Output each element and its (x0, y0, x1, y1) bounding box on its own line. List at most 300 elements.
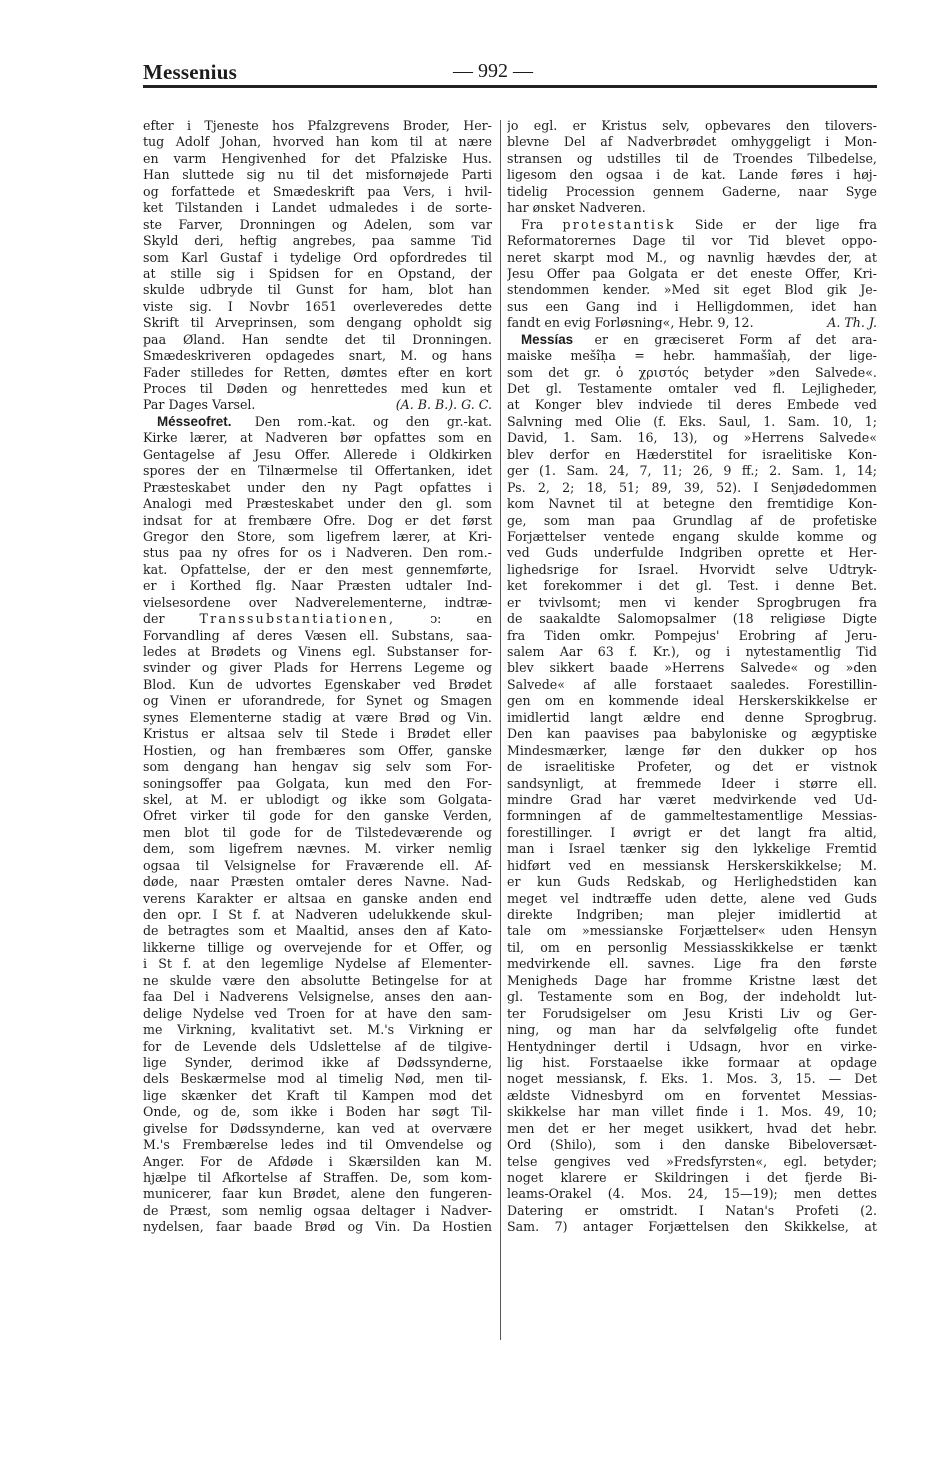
word: den (797, 956, 821, 972)
word: Gregor (143, 528, 189, 544)
word: (1. (539, 463, 556, 479)
word: er (201, 726, 215, 742)
word: af (299, 1170, 312, 1185)
word: Sam. (507, 1219, 540, 1235)
word: og (331, 791, 348, 807)
word: plejer (717, 907, 755, 922)
word: Lige (713, 956, 742, 972)
text-line (507, 1186, 877, 1202)
word: ganske (446, 742, 492, 758)
word: Saul, (718, 413, 751, 429)
word: Olie (614, 413, 641, 429)
word: fjerde (804, 1170, 843, 1185)
word: efter (143, 118, 174, 133)
word: til- (474, 1071, 492, 1087)
text-line (507, 184, 877, 200)
word: Legeme (413, 660, 465, 676)
word: at (507, 397, 520, 413)
word: saakaldte (539, 611, 601, 627)
word: χριστός (638, 364, 689, 380)
word: ved (808, 890, 831, 906)
word: I (227, 298, 233, 314)
word: Messiasskikkelse (683, 939, 794, 955)
word: imidlertid (507, 709, 570, 725)
word: at (479, 972, 492, 988)
word: blot (184, 824, 209, 840)
word: »Fredsfyrsten«, (666, 1153, 768, 1169)
word: Bog, (699, 989, 729, 1005)
word: Senjødedommen (770, 479, 877, 495)
word: Messias- (821, 808, 877, 824)
word: fra (760, 956, 779, 972)
word: den (143, 907, 167, 922)
word: 15. (795, 1071, 816, 1087)
word: Omvendelse (385, 1137, 464, 1153)
word: Plads (273, 660, 309, 676)
word: medvirkende (507, 956, 591, 972)
word: naar (189, 874, 219, 890)
word: M. (364, 841, 382, 857)
word: tale (507, 923, 532, 939)
word: selv (277, 726, 303, 742)
text-line (507, 825, 877, 841)
word: gode (249, 824, 281, 840)
word: ved (413, 676, 436, 692)
word: Nad- (461, 874, 492, 890)
word: det (354, 150, 376, 166)
word: for (336, 693, 355, 709)
word: egl. (352, 644, 376, 659)
word: græciseret (654, 331, 724, 347)
text-line (507, 1219, 877, 1235)
word: søgt (431, 1104, 460, 1120)
word: høj- (853, 167, 877, 183)
text-line (143, 1071, 492, 1087)
word: indviede (638, 397, 693, 413)
word: usikkert, (696, 1120, 754, 1136)
word: ny (342, 479, 358, 495)
word: den (427, 1005, 452, 1021)
word: Blod. (143, 676, 176, 692)
word: hvil- (464, 183, 492, 199)
word: Ofret (143, 808, 177, 824)
word: faar (215, 1219, 242, 1235)
word: Vin. (375, 1219, 401, 1235)
word: Testamente (538, 989, 613, 1005)
word: I (753, 479, 759, 495)
word: Tilstanden (175, 200, 243, 216)
word: og (695, 644, 711, 659)
word: skikkelse (507, 1104, 566, 1120)
word: Golgata (628, 265, 678, 281)
word: Datering (507, 1202, 564, 1218)
text-line (143, 1022, 492, 1038)
word: alle (613, 676, 637, 692)
word: kat. (701, 167, 726, 183)
word: Israel (568, 841, 605, 857)
word: paa (653, 726, 677, 742)
text-line (143, 923, 492, 939)
word: kan (853, 874, 877, 890)
word: ved (627, 1153, 650, 1169)
word: Ord (507, 1137, 532, 1153)
word: lærer, (189, 430, 228, 446)
word: hjælpe (143, 1170, 187, 1185)
word: de (227, 676, 243, 692)
word: Da (412, 1219, 431, 1235)
word: udmaledes (328, 200, 399, 216)
word: har (578, 1104, 600, 1120)
word: Hus. (462, 150, 492, 166)
word: Grundlag (672, 512, 733, 528)
word: oprette (757, 545, 805, 561)
word: af (436, 923, 449, 939)
word: de (237, 1153, 253, 1169)
word: er (581, 1120, 596, 1136)
word: er (263, 890, 278, 906)
word: og (861, 528, 877, 544)
word: Fader (143, 364, 180, 380)
word: af (583, 676, 596, 692)
word: tug (143, 134, 165, 150)
word: Nadveren (264, 430, 328, 446)
word: Nadveren (295, 907, 358, 922)
text-line (143, 1088, 492, 1104)
word: har (633, 1022, 655, 1038)
word: et (404, 939, 417, 955)
word: 9 (723, 463, 732, 479)
word: f. (252, 907, 261, 922)
word: Kristne (748, 972, 796, 988)
word: = (634, 348, 645, 364)
word: men (793, 1186, 822, 1202)
text-line (143, 710, 492, 726)
word: Sprogbrugen (756, 594, 841, 610)
word: Den (507, 726, 533, 742)
word: Guds (545, 545, 578, 561)
word: Hæderstitel (636, 446, 713, 462)
word: 10; (856, 1104, 877, 1120)
word: ny (212, 545, 228, 561)
word: Novbr (249, 298, 289, 314)
word: Forudsigelser (542, 1005, 631, 1021)
word: Karl (180, 249, 208, 265)
word: Gaderne, (721, 183, 781, 199)
word: hævdes (766, 249, 816, 265)
word: være (355, 709, 389, 725)
text-line (143, 1170, 492, 1186)
word: 51; (619, 479, 640, 495)
line-text: fandt en evig Forløsning«, Hebr. 9, 12. (507, 315, 754, 331)
word: og (347, 1219, 364, 1235)
word: nemlig (448, 841, 492, 857)
word: hidført (507, 857, 551, 873)
word: i (204, 989, 209, 1005)
word: Kri- (853, 265, 877, 281)
word: i (549, 841, 554, 857)
word: altid, (844, 824, 877, 840)
word: blev (507, 446, 534, 462)
word: Pagt (374, 479, 403, 495)
text-line (143, 644, 492, 660)
word: sig (681, 841, 700, 857)
word: opdagedes (265, 348, 335, 364)
word: M., (646, 249, 668, 265)
word: første (839, 956, 877, 972)
word: 63 (597, 644, 614, 659)
word: hammašîaḥ, (713, 348, 791, 364)
word: med (575, 413, 603, 429)
word: Korthed (189, 578, 242, 594)
text-line (143, 792, 492, 808)
word: kun (344, 775, 369, 791)
text-line (507, 167, 877, 183)
word: kom- (460, 1170, 492, 1185)
word: som (465, 496, 492, 512)
word: mešîḥa (570, 348, 616, 364)
text-line (143, 578, 492, 594)
word: ell. (359, 627, 379, 643)
word: forventet (741, 1087, 801, 1103)
word: som (423, 1170, 450, 1185)
word: man (507, 841, 535, 857)
word: i (171, 578, 176, 594)
text-line (507, 480, 877, 496)
word: mod (277, 1071, 305, 1087)
word: Kon- (847, 496, 877, 512)
word: direkte (507, 907, 553, 922)
word: vistnok (830, 759, 877, 775)
text-line (143, 858, 492, 874)
word: kommende (608, 693, 679, 709)
word: Øland. (182, 331, 225, 347)
word: messiansk (642, 857, 709, 873)
word: 1651 (304, 298, 337, 314)
word: Procession (565, 183, 635, 199)
word: formningen (507, 808, 582, 824)
word: har (398, 1104, 420, 1120)
word: ogsaa (606, 167, 644, 183)
word: de (507, 759, 523, 775)
word: Kampen (361, 1087, 415, 1103)
spaced-emphasis: Transsubstantiationen, (199, 611, 396, 627)
word: ind (637, 298, 658, 314)
word: 1. (756, 1104, 769, 1120)
text-line (143, 989, 492, 1005)
word: ligefrem (326, 528, 381, 544)
word: 89, (651, 479, 672, 495)
text-line (143, 545, 492, 561)
word: Vin. (466, 709, 492, 725)
word: Hvorvidt (698, 561, 755, 577)
word: at (864, 1219, 877, 1235)
text-line (507, 430, 877, 446)
word: faa (143, 989, 163, 1005)
word: sandsynligt, (507, 775, 585, 791)
word: komme (796, 528, 844, 544)
text-line (507, 233, 877, 249)
word: antager (583, 1219, 633, 1235)
word: gl. (436, 496, 453, 512)
word: Blod (784, 282, 814, 298)
word: kan (546, 726, 571, 742)
word: 11; (662, 463, 683, 479)
word: altsaa (227, 726, 266, 742)
word: personlig (607, 939, 668, 955)
word: Forestillin- (807, 676, 877, 692)
word: likkerne (143, 939, 196, 955)
word: (Shilo), (550, 1137, 597, 1153)
word: deri, (194, 233, 224, 249)
word: lige (815, 216, 840, 232)
word: en (230, 463, 247, 479)
text-line (507, 332, 877, 348)
word: Skærsilden (348, 1153, 421, 1169)
word: Nadverens (219, 989, 289, 1005)
word: fl. (772, 381, 786, 396)
word: til (359, 1137, 373, 1153)
word: Sam. (590, 430, 623, 446)
word: tillige (207, 939, 245, 955)
word: af (366, 1054, 379, 1070)
word: Broder, (402, 118, 450, 133)
word: af (600, 134, 613, 150)
author-signature: A. Th. J. (827, 315, 877, 331)
word: men (436, 1071, 464, 1087)
word: Kon- (847, 446, 877, 462)
word: al (315, 1071, 328, 1087)
word: naar (798, 183, 828, 199)
word: Virkning (408, 1022, 464, 1038)
word: Side (694, 216, 724, 232)
word: og (372, 413, 389, 429)
word: Spidsen (268, 265, 320, 281)
text-line (507, 447, 877, 463)
word: Johan, (220, 134, 262, 150)
text-line (143, 529, 492, 545)
word: Væsen (304, 627, 347, 643)
word: nemlig (258, 1202, 303, 1218)
text-line (143, 1055, 492, 1071)
word: han (238, 742, 263, 758)
text-line (507, 808, 877, 824)
word: Brødet, (292, 1186, 341, 1202)
word: sig (216, 265, 235, 281)
word: den (346, 808, 371, 824)
word: ved (372, 1120, 395, 1136)
word: Præst, (169, 1202, 212, 1218)
word: og (201, 660, 218, 676)
text-line (143, 496, 492, 512)
word: man (666, 907, 695, 922)
text-line (143, 381, 492, 397)
word: Forjættelser (507, 528, 586, 544)
word: Præsteskabet (143, 479, 231, 495)
word: kat. (143, 561, 168, 577)
word: der (743, 989, 765, 1005)
word: til (608, 496, 623, 512)
word: over (248, 594, 277, 610)
word: Natan's (725, 1202, 775, 1218)
word: den (744, 1219, 769, 1235)
word: Embede (786, 397, 840, 413)
word: sluttede (182, 167, 234, 183)
word: ved (568, 857, 592, 873)
word: Brødet (406, 726, 451, 742)
word: som (399, 791, 426, 807)
word: skarpt (553, 249, 595, 265)
word: fremtidige (766, 496, 834, 512)
word: langt (590, 709, 623, 725)
word: ikke (321, 1054, 349, 1070)
word: at (332, 709, 345, 725)
word: absolutte (300, 972, 361, 988)
word: 18, (586, 479, 607, 495)
word: Levende (202, 1038, 257, 1054)
text-line (507, 1088, 877, 1104)
word: med (400, 381, 429, 396)
word: Mos. (640, 1186, 672, 1202)
word: Kr.), (652, 644, 680, 659)
word: og (714, 759, 731, 775)
word: paa (632, 512, 656, 528)
word: som (222, 1202, 248, 1218)
word: 1. (701, 1071, 714, 1087)
word: og (576, 150, 593, 166)
word: selvfølgelig (704, 1022, 778, 1038)
word: Substanser (386, 644, 459, 659)
word: døde, (143, 874, 179, 890)
text-line (507, 677, 877, 693)
word: denne (744, 709, 784, 725)
word: de (507, 611, 523, 627)
word: Fremtid (825, 841, 877, 857)
word: og (281, 381, 297, 396)
word: Eks. (660, 1071, 689, 1087)
word: navnlig (707, 249, 755, 265)
word: fundet (835, 1022, 877, 1038)
word: opfordredes (389, 249, 467, 265)
word: paa (143, 331, 167, 347)
text-line (143, 759, 492, 775)
word: i (775, 775, 780, 791)
text-line (507, 381, 877, 397)
word: er (478, 1022, 492, 1038)
text-line (143, 1203, 492, 1219)
word: Gentagelse (143, 446, 215, 462)
word: dem, (143, 841, 175, 857)
word: der (143, 611, 165, 627)
word: Sam. (566, 463, 599, 479)
word: Stede (341, 726, 378, 742)
word: af (232, 627, 245, 643)
word: deltager (361, 1202, 415, 1218)
word: Jeru- (846, 627, 877, 643)
word: man (587, 512, 615, 528)
word: som (143, 759, 169, 775)
word: Anger. (143, 1153, 185, 1169)
word: ved (813, 791, 837, 807)
word: Del (172, 989, 195, 1005)
word: Offer, (398, 742, 434, 758)
word: med (384, 775, 412, 791)
word: St (158, 956, 172, 972)
word: Digte (842, 611, 877, 627)
word: 52). (716, 479, 742, 495)
word: og (431, 348, 448, 364)
word: Dage (632, 233, 666, 249)
word: i (726, 644, 731, 659)
